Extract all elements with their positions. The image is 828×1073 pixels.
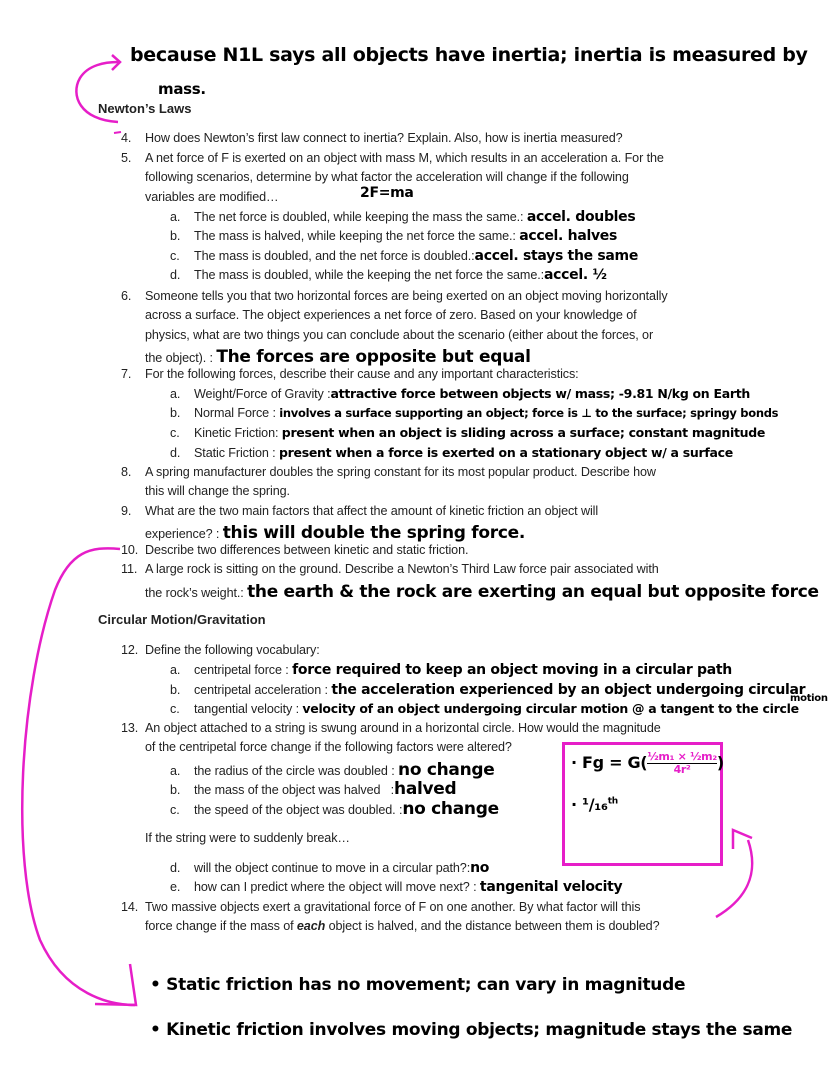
question-5a: a. The net force is doubled, while keeping the mass the same.: accel. doubles <box>170 209 636 225</box>
question-13-break-text: If the string were to suddenly break… <box>145 831 350 845</box>
question-7d: d. Static Friction : present when a force is exerted on a stationary object w/ a surface <box>170 445 733 460</box>
answer-13b: halved <box>394 779 457 799</box>
question-12a: a. centripetal force : force required to keep an object moving in a circular path <box>170 662 732 678</box>
question-6-line4: the object). : The forces are opposite but equal <box>145 347 531 367</box>
answer-10-bullet-2: • Kinetic friction involves moving objects; magnitude stays the same <box>150 1020 793 1040</box>
answer-11: the earth & the rock are exerting an equal but opposite force <box>247 582 819 602</box>
question-6-line3: physics, what are two things you can conclude about the scenario (either about the forces, or <box>145 328 654 342</box>
question-5d: d. The mass is doubled, while the keeping the net force the same.:accel. ½ <box>170 267 607 283</box>
question-5c: c. The mass is doubled, and the net force is doubled.:accel. stays the same <box>170 248 639 264</box>
question-6-line2: across a surface. The object experiences a net force of zero. Based on your knowledge of <box>145 308 637 322</box>
answer-7b: involves a surface supporting an object; force is ⊥ to the surface; springy bonds <box>279 406 779 420</box>
question-13b: b. the mass of the object was halved :halved <box>170 779 457 799</box>
question-13: 13. An object attached to a string is swung around in a horizontal circle. How would the magnitude <box>121 721 661 735</box>
question-7b: b. Normal Force : involves a surface supporting an object; force is ⊥ to the surface; springy bonds <box>170 406 779 420</box>
answer-13e: tangenital velocity <box>479 879 623 895</box>
question-4: 4. How does Newton’s first law connect to inertia? Explain. Also, how is inertia measured? <box>121 131 623 145</box>
answer-13c: no change <box>402 799 499 819</box>
answer-12a: force required to keep an object moving in a circular path <box>292 662 732 678</box>
answer-13d: no <box>470 860 490 876</box>
answer-9: this will double the spring force. <box>222 523 526 543</box>
answer-7d: present when a force is exerted on a stationary object w/ a surface <box>279 445 733 460</box>
answer-7c: present when an object is sliding across a surface; constant magnitude <box>281 425 766 440</box>
answer-5c: accel. stays the same <box>474 248 639 264</box>
handwritten-note-2fma: 2F=ma <box>360 185 414 201</box>
answer-7a: attractive force between objects w/ mass; -9.81 N/kg on Earth <box>330 386 750 401</box>
question-13a: a. the radius of the circle was doubled : no change <box>170 760 495 780</box>
answer-12c: velocity of an object undergoing circular motion @ a tangent to the circle <box>302 701 799 716</box>
question-12b: b. centripetal acceleration : the acceleration experienced by an object undergoing circular <box>170 682 806 698</box>
question-5b: b. The mass is halved, while keeping the net force the same.: accel. halves <box>170 228 618 244</box>
question-11: 11. A large rock is sitting on the ground. Describe a Newton’s Third Law force pair associated with <box>121 562 659 576</box>
handwritten-answer-q4-cont: mass. <box>158 80 206 98</box>
work-result: · ¹/₁₆$^{th}$ <box>571 795 618 814</box>
answer-5a: accel. doubles <box>526 209 636 225</box>
section-heading-circular-motion: Circular Motion/Gravitation <box>98 612 266 627</box>
question-5: 5. A net force of F is exerted on an object with mass M, which results in an acceleration a. For the <box>121 151 664 165</box>
question-8-line2: this will change the spring. <box>145 484 290 498</box>
answer-5d: accel. ½ <box>544 267 607 283</box>
question-5-line2: following scenarios, determine by what factor the acceleration will change if the following <box>145 170 629 184</box>
answer-6: The forces are opposite but equal <box>216 347 531 367</box>
question-6: 6. Someone tells you that two horizontal forces are being exerted on an object moving horizontally <box>121 289 668 303</box>
question-9-line2: experience? : this will double the spring force. <box>145 523 526 543</box>
work-box <box>562 742 723 866</box>
answer-12b: the acceleration experienced by an object undergoing circular <box>331 682 806 698</box>
question-7: 7. For the following forces, describe their cause and any important characteristics: <box>121 367 579 381</box>
handwritten-answer-q4: because N1L says all objects have inertia; inertia is measured by <box>130 44 808 66</box>
question-7c: c. Kinetic Friction: present when an object is sliding across a surface; constant magnitude <box>170 425 766 440</box>
answer-10-bullet-1: • Static friction has no movement; can vary in magnitude <box>150 975 686 995</box>
question-12: 12. Define the following vocabulary: <box>121 643 320 657</box>
question-13c: c. the speed of the object was doubled. :no change <box>170 799 499 819</box>
question-7a: a. Weight/Force of Gravity :attractive force between objects w/ mass; -9.81 N/kg on Earth <box>170 386 750 401</box>
question-13-line2: of the centripetal force change if the following factors were altered? <box>145 740 512 754</box>
section-heading-newtons-laws: Newton’s Laws <box>98 101 192 116</box>
answer-5b: accel. halves <box>519 228 618 244</box>
question-9: 9. What are the two main factors that affect the amount of kinetic friction an object will <box>121 504 599 518</box>
gravity-formula: · Fg = G( $\frac{\text{½m₁ × ½m₂}}{\text{4r²}}$ ) <box>571 750 724 776</box>
question-13e: e. how can I predict where the object will move next? : tangenital velocity <box>170 879 623 895</box>
question-11-line2: the rock’s weight.: the earth & the rock are exerting an equal but opposite force <box>145 582 819 602</box>
answer-12b-cont: motion <box>790 693 828 704</box>
question-13d: d. will the object continue to move in a circular path?:no <box>170 860 490 876</box>
question-10: 10. Describe two differences between kinetic and static friction. <box>121 543 469 557</box>
question-8: 8. A spring manufacturer doubles the spring constant for its most popular product. Describe how <box>121 465 656 479</box>
question-14-line2: force change if the mass of each object is halved, and the distance between them is doubled? <box>145 919 660 933</box>
question-14: 14. Two massive objects exert a gravitational force of F on one another. By what factor will this <box>121 900 641 914</box>
answer-13a: no change <box>398 760 495 780</box>
question-12c: c. tangential velocity : velocity of an object undergoing circular motion @ a tangent to the circle <box>170 701 799 716</box>
question-5-line3: variables are modified… <box>145 190 279 204</box>
